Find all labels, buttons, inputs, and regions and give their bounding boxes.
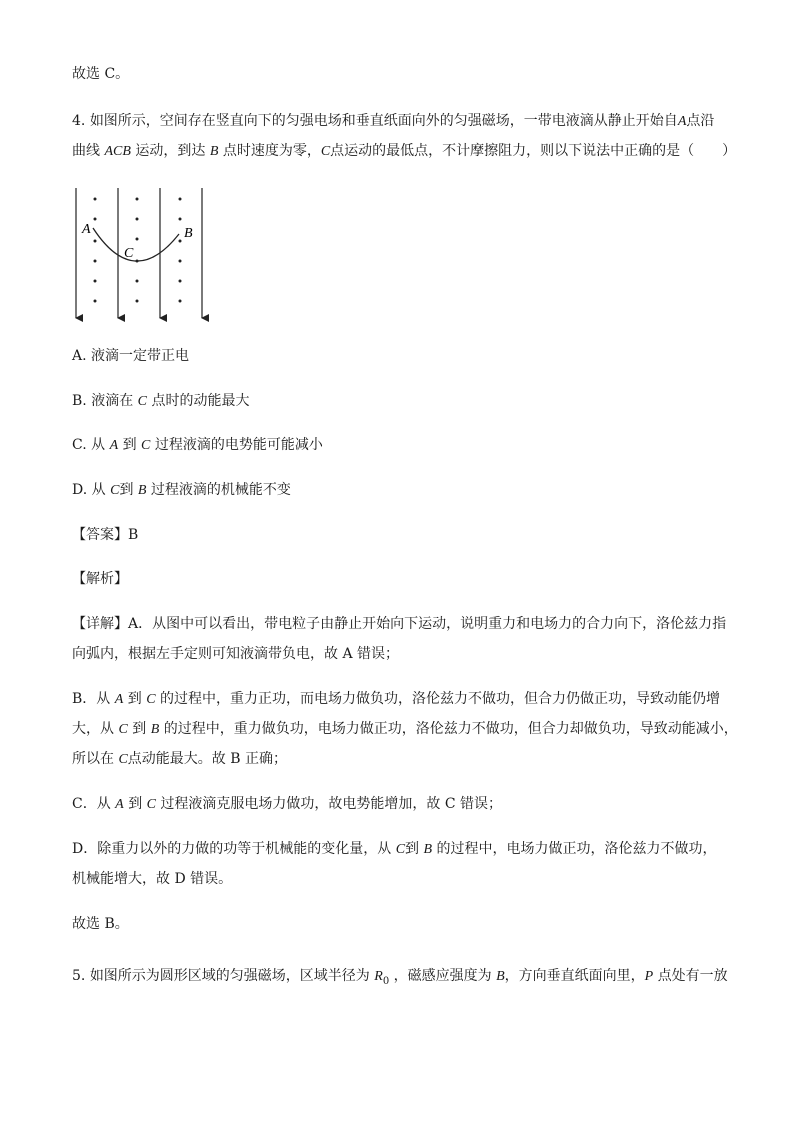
detail-a-line1: 【详解】A．从图中可以看出，带电粒子由静止开始向下运动，说明重力和电场力的合力向下，洛伦兹力指 [72,616,727,632]
q5-number: 5. [72,968,86,984]
magnetic-field-dots [94,198,182,303]
detail-d-line1: D．除重力以外的力做的功等于机械能的变化量，从 C到 B 的过程中，电场力做正功，洛伦兹力不做功， [72,841,717,857]
answer-value: B [128,527,139,543]
trajectory-curve [93,228,179,261]
detail-b-line1: B．从 A 到 C 的过程中，重力正功，而电场力做负功，洛伦兹力不做功，但合力仍做正功，导致动能仍增 [72,691,721,707]
label-b: B [184,226,193,241]
field-diagram [62,183,212,323]
answer-tag: 【答案】 [72,527,128,543]
answer-line [72,525,138,545]
detail-b-line2: 大，从 C 到 B 的过程中，重力做负功，电场力做正功，洛伦兹力不做功，但合力却做负功，导致动能减小， [72,721,738,737]
previous-conclusion: 故选 C。 [72,66,130,82]
option-a: A. 液滴一定带正电 [72,348,190,364]
label-c: C [124,246,134,261]
q4-conclusion: 故选 B。 [72,916,129,932]
q5-stem: 5. 如图所示为圆形区域的匀强磁场，区域半径为 $R_0$ ，磁感应强度为 B，方向垂直纸面向里，P 点处有一放 [72,968,728,987]
q4-stem-line1: 4. 如图所示，空间存在竖直向下的匀强电场和垂直纸面向外的匀强磁场，一带电液滴从静止开始自A点沿 [72,113,715,129]
label-a: A [82,222,91,237]
detail-c: C．从 A 到 C 过程液滴克服电场力做功，故电势能增加，故 C 错误； [72,796,503,812]
detail-a-line2: 向弧内，根据左手定则可知液滴带负电，故 A 错误； [72,646,400,662]
option-b: B. 液滴在 C 点时的动能最大 [72,393,250,409]
electric-field-lines [76,188,202,318]
option-c: C. 从 A 到 C 过程液滴的电势能可能减小 [72,437,323,453]
detail-b-line3: 所以在 C点动能最大。故 B 正确； [72,751,287,767]
q4-stem-line2: 曲线 ACB 运动，到达 B 点时速度为零，C点运动的最低点，不计摩擦阻力，则以下说法中正确的是（ ） [72,143,737,159]
detail-d-line2: 机械能增大，故 D 错误。 [72,871,233,887]
analysis-tag: 【解析】 [72,571,128,587]
option-d: D. 从 C到 B 过程液滴的机械能不变 [72,482,291,498]
q4-number: 4. [72,113,86,129]
